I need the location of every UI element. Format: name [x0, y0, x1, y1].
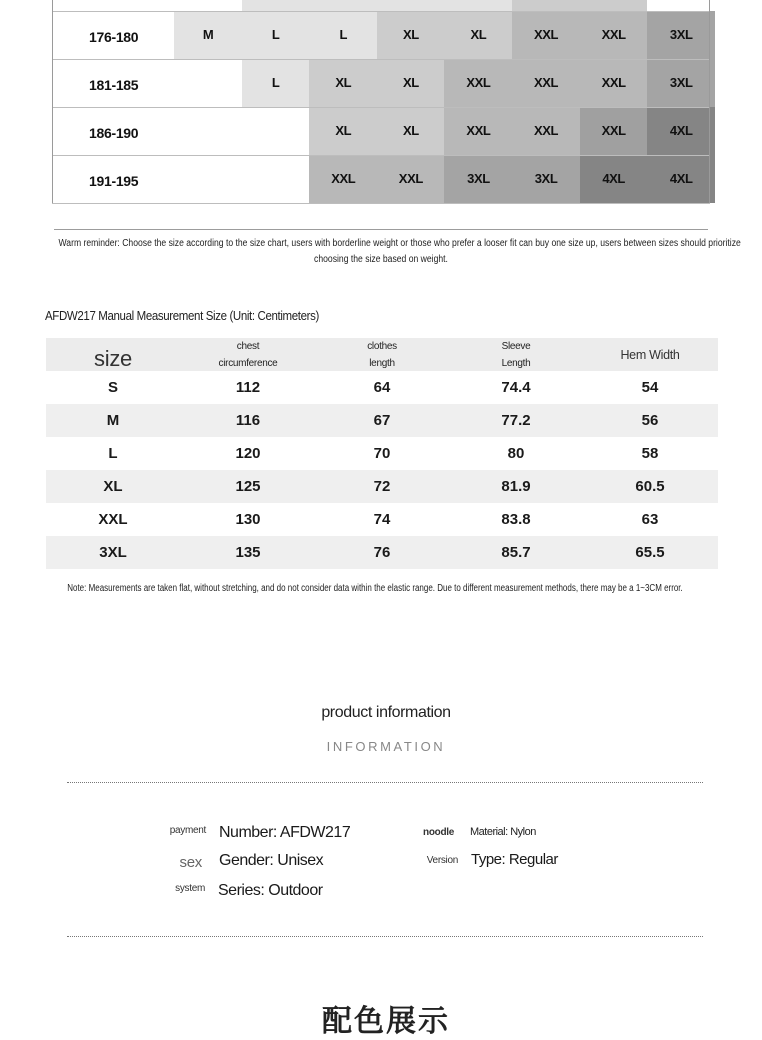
product-info-subtitle: INFORMATION [326, 739, 446, 754]
size-chart-cell: XL [377, 107, 445, 155]
measurement-cell: 54 [641, 379, 659, 396]
measurement-cell: XXL [98, 511, 128, 528]
size-chart-cell: 4XL [647, 155, 715, 203]
size-chart-cell: XXL [444, 59, 512, 107]
info-key-system: system [175, 883, 205, 894]
measurement-cell: 116 [235, 412, 261, 429]
size-chart-cell [647, 0, 715, 11]
measurement-header-line1: clothes [367, 341, 397, 352]
size-chart-cell [512, 0, 580, 11]
measurement-cell: 77.2 [501, 412, 531, 429]
size-chart-cell: 4XL [647, 107, 715, 155]
measurement-header-row [46, 338, 718, 371]
size-chart-table [52, 0, 710, 203]
measurement-row [46, 404, 718, 437]
info-value-type: Type: Regular [471, 851, 558, 868]
divider [54, 229, 708, 230]
measurement-cell: 83.8 [501, 511, 531, 528]
size-chart-cell [174, 0, 242, 11]
size-chart-cell: L [242, 11, 310, 59]
size-chart-cell: 3XL [647, 59, 715, 107]
warm-reminder-line1: Warm reminder: Choose the size according to the size chart, users with borderline weight or those who prefer a looser fit can buy one size up, users between sizes should prioritize [58, 238, 741, 249]
measurement-cell: 70 [373, 445, 391, 462]
measurement-header-line1: Sleeve [501, 341, 531, 352]
measurement-cell: 74 [373, 511, 391, 528]
size-chart-cell: M [174, 11, 242, 59]
measurement-row [46, 437, 718, 470]
size-chart-cell [580, 0, 648, 11]
measurement-cell: 135 [235, 544, 261, 561]
measurement-cell: 67 [373, 412, 391, 429]
measurement-header-cell [590, 347, 710, 364]
grid-border [52, 0, 53, 203]
measurement-cell: 56 [641, 412, 659, 429]
measurement-header-line1: chest [236, 341, 260, 352]
info-value-material: Material: Nylon [470, 826, 536, 838]
warm-reminder-line2: choosing the size based on weight. [314, 254, 448, 265]
grid-line [52, 107, 710, 108]
size-chart-cell: L [242, 59, 310, 107]
measurement-header-line2: Length [501, 358, 531, 369]
info-key-version: Version [426, 855, 458, 866]
color-display-heading: 配色展示 [322, 1005, 450, 1038]
size-chart-height-label: 191-195 [89, 173, 139, 189]
info-value-gender: Gender: Unisex [219, 852, 324, 869]
measurement-cell: 74.4 [501, 379, 531, 396]
size-chart-cell: XXL [580, 107, 648, 155]
measurement-cell: 3XL [99, 544, 127, 561]
size-chart-row [52, 155, 710, 203]
measurement-row [46, 470, 718, 503]
product-info-title: product information [321, 704, 451, 721]
measurement-header-cell [456, 338, 576, 372]
size-chart-cell: XXL [580, 59, 648, 107]
measurement-note [0, 581, 762, 597]
size-chart-height-label: 186-190 [89, 125, 139, 141]
size-chart-cell [309, 0, 377, 11]
measurement-cell: M [106, 412, 120, 429]
measurement-row [46, 536, 718, 569]
measurement-cell: XL [103, 478, 123, 495]
size-chart-cell: 3XL [647, 11, 715, 59]
measurement-row [46, 371, 718, 404]
size-chart-cell: 4XL [580, 155, 648, 203]
size-chart-cell: XXL [512, 59, 580, 107]
measurement-cell: 76 [373, 544, 391, 561]
measurement-cell: 112 [235, 379, 261, 396]
size-chart-cell: XXL [377, 155, 445, 203]
size-chart-cell [444, 0, 512, 11]
measurement-cell: 72 [373, 478, 391, 495]
divider [67, 782, 703, 783]
measurement-cell: 60.5 [635, 478, 665, 495]
warm-reminder [6, 236, 756, 268]
info-key-noodle: noodle [423, 827, 454, 838]
measurement-note-text: Note: Measurements are taken flat, without stretching, and do not consider data within the elastic range. Due to different measurement methods, there may be a 1~3CM error. [67, 583, 683, 594]
size-chart-cell: XXL [444, 107, 512, 155]
size-chart-row [52, 59, 710, 107]
grid-line [52, 155, 710, 156]
size-chart-height-label: 176-180 [89, 29, 139, 45]
size-chart-row [52, 11, 710, 59]
measurement-cell: 81.9 [501, 478, 531, 495]
info-key-payment: payment [169, 825, 206, 836]
size-chart-cell: XXL [309, 155, 377, 203]
divider [67, 936, 703, 937]
grid-line [52, 59, 710, 60]
size-chart-cell: XXL [580, 11, 648, 59]
size-chart-cell: L [309, 11, 377, 59]
measurement-header-cell [188, 338, 308, 372]
measurement-header-line2: circumference [218, 358, 278, 369]
measurement-cell: L [108, 445, 118, 462]
size-chart-cell: XL [377, 59, 445, 107]
measurement-row [46, 503, 718, 536]
measurement-cell: 64 [373, 379, 391, 396]
measurement-header-cell [53, 344, 173, 374]
size-chart-cell: XL [444, 11, 512, 59]
size-chart-cell: XXL [512, 11, 580, 59]
size-chart-height-label: 181-185 [89, 77, 139, 93]
measurement-cell: 130 [235, 511, 261, 528]
measurement-cell: 120 [235, 445, 261, 462]
measurement-header-line1: Hem Width [620, 348, 680, 362]
info-value-series: Series: Outdoor [218, 882, 323, 899]
size-chart-cell [377, 0, 445, 11]
size-chart-cell [242, 0, 310, 11]
size-chart-cell: XL [309, 59, 377, 107]
measurement-cell: 85.7 [501, 544, 531, 561]
measurement-cell: 80 [507, 445, 525, 462]
size-chart-cell: 3XL [512, 155, 580, 203]
measurement-header-line1: size [94, 346, 132, 371]
info-key-sex: sex [179, 854, 202, 871]
measurement-table [46, 338, 718, 570]
size-chart-cell: XL [377, 11, 445, 59]
size-chart-cell: XL [309, 107, 377, 155]
size-chart-cell: XXL [512, 107, 580, 155]
measurement-cell: S [107, 379, 118, 396]
info-value-number: Number: AFDW217 [219, 824, 351, 841]
grid-line [52, 11, 710, 12]
grid-border [709, 0, 710, 203]
grid-line [52, 203, 710, 204]
measurement-cell: 125 [235, 478, 261, 495]
measurement-header-cell [322, 338, 442, 372]
measurement-header-line2: length [369, 358, 395, 369]
measurement-cell: 58 [641, 445, 659, 462]
size-chart-cell: 3XL [444, 155, 512, 203]
measurement-cell: 65.5 [635, 544, 665, 561]
measurement-title: AFDW217 Manual Measurement Size (Unit: Centimeters) [45, 309, 319, 323]
size-chart-row-top [52, 0, 710, 11]
size-chart-row [52, 107, 710, 155]
measurement-cell: 63 [641, 511, 659, 528]
